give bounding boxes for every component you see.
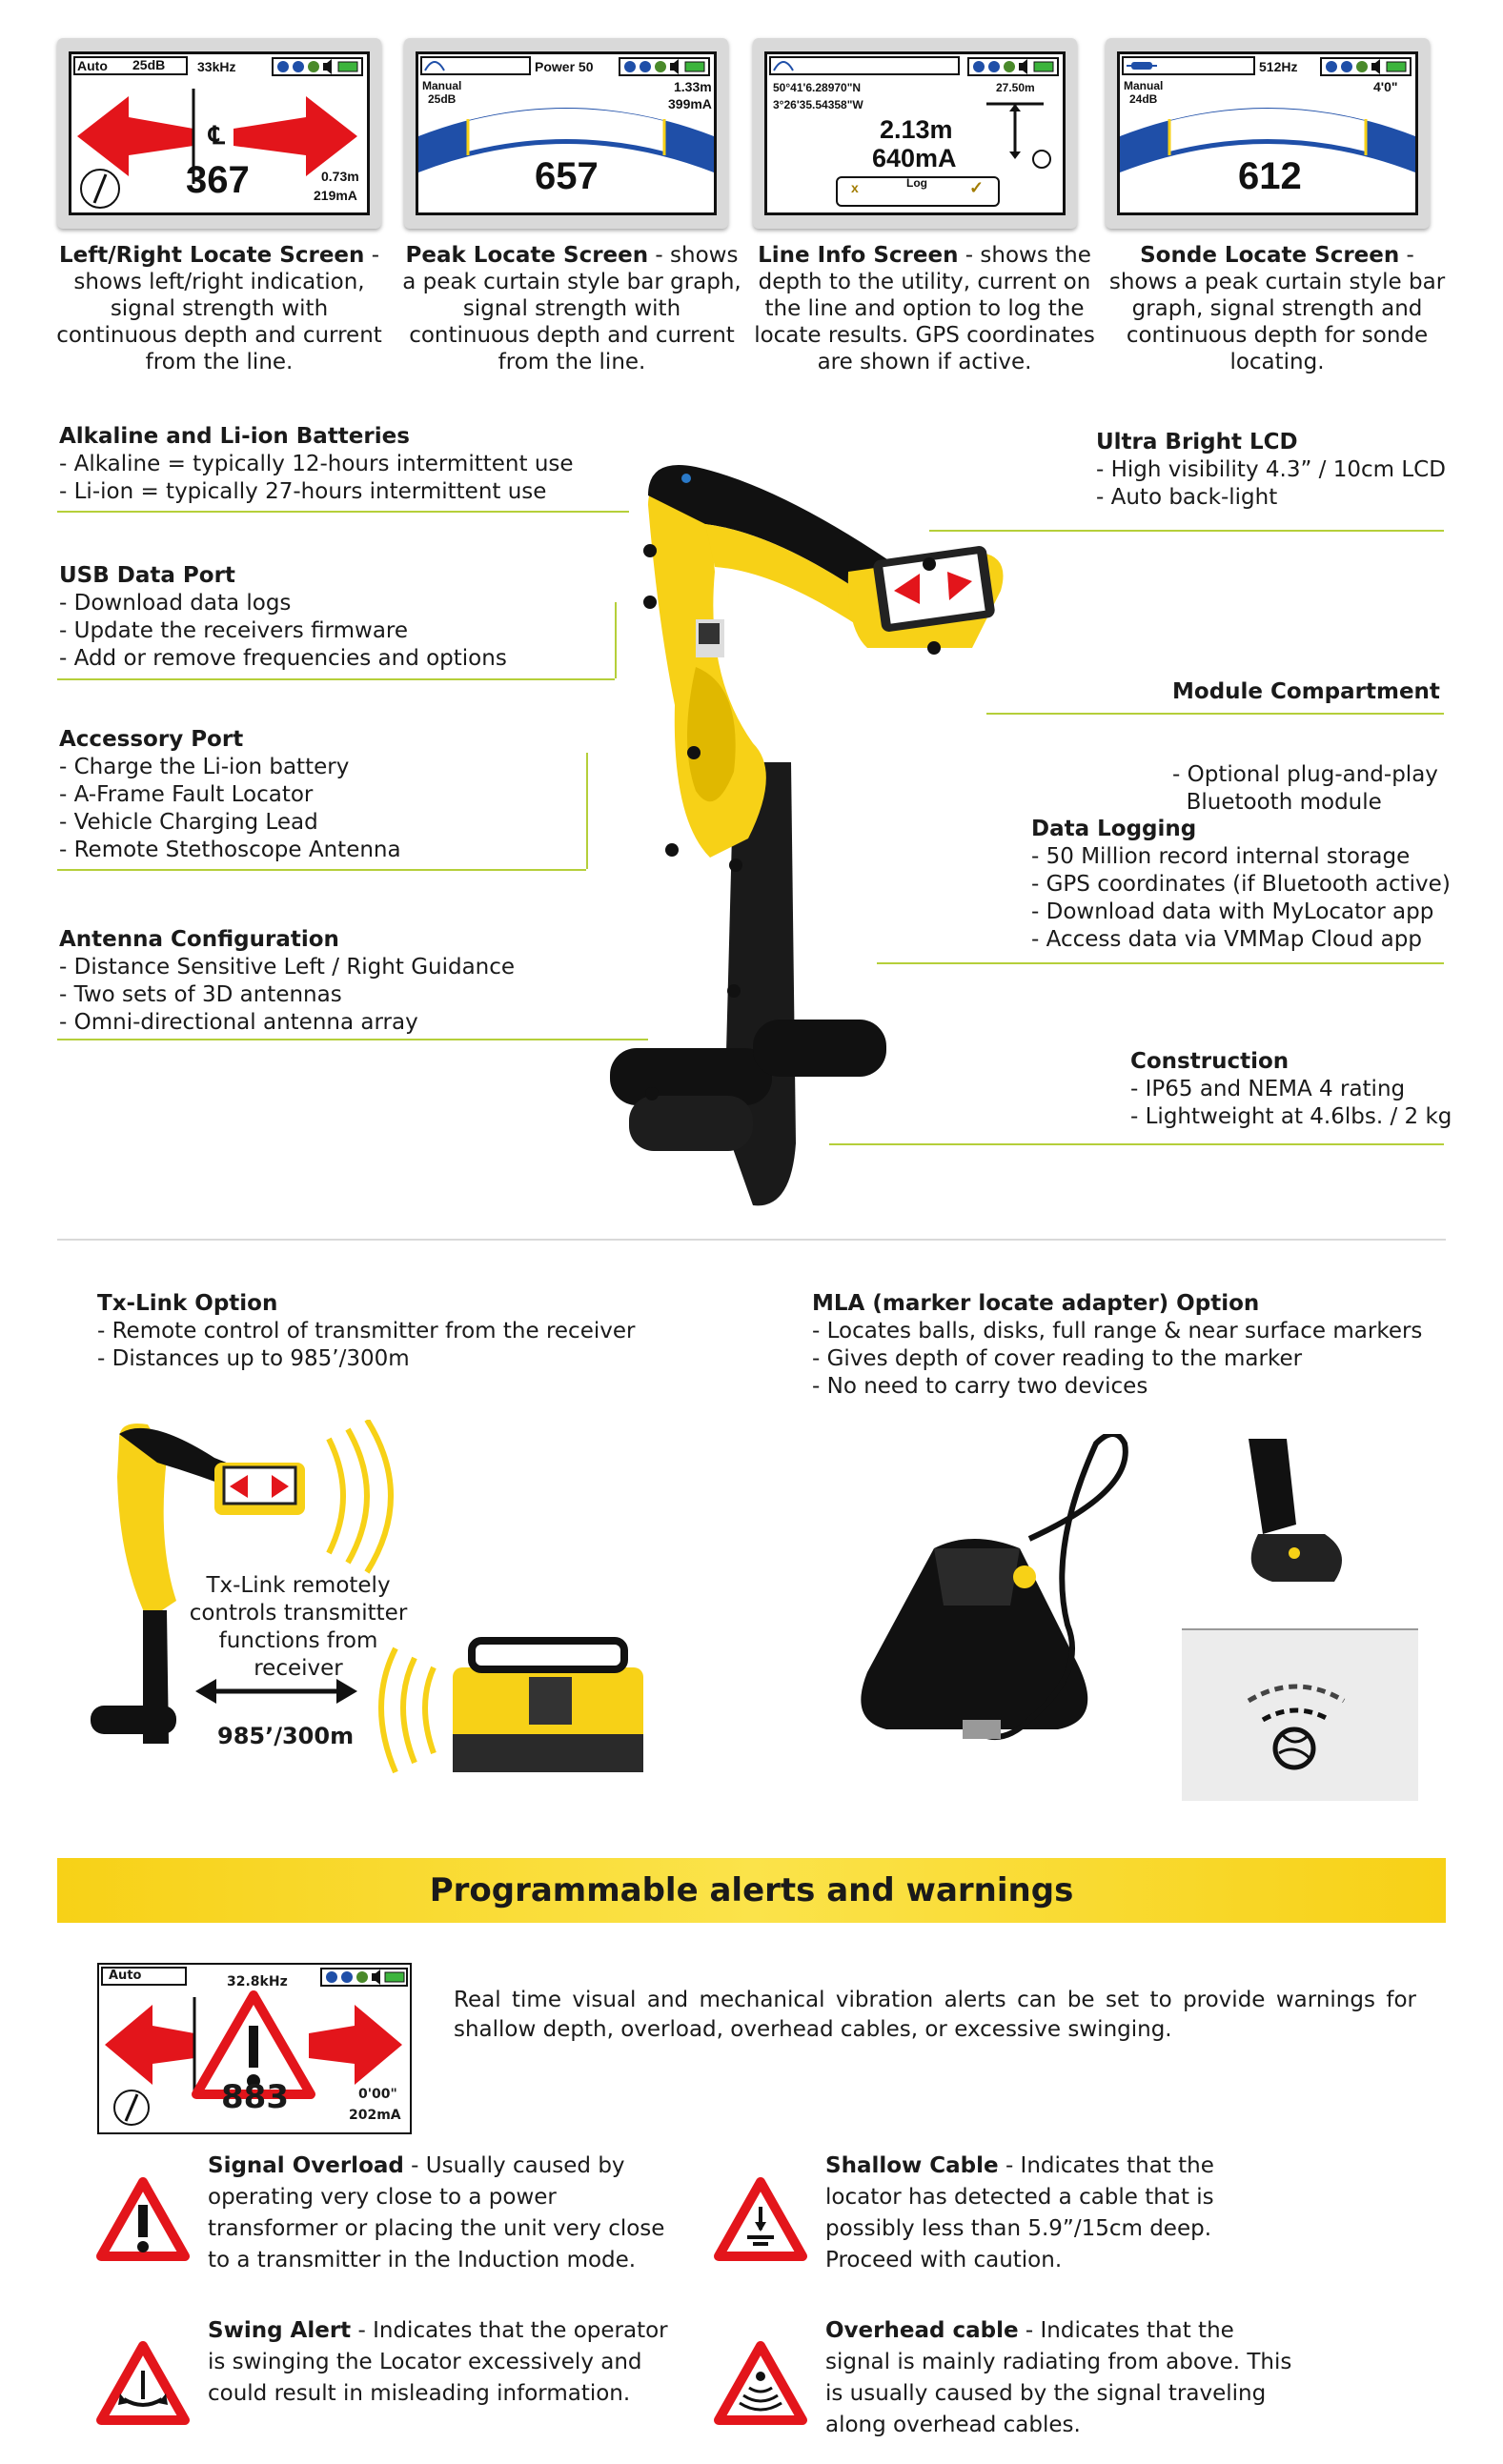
gps-latitude: 50°41'6.28970"N — [773, 81, 862, 94]
status-icons — [619, 57, 710, 76]
current-value: 219mA — [314, 188, 357, 203]
lcd-gain: 24dB — [1129, 92, 1158, 106]
alerts-banner-title: Programmable alerts and warnings — [429, 1871, 1074, 1909]
feature-module-compartment: Module Compartment - Optional plug-and-play Bluetooth module — [1172, 679, 1440, 815]
confirm-log-button[interactable]: ✓ — [969, 178, 985, 197]
lcd-gain: 25dB — [428, 92, 457, 106]
current-value: 640mA — [872, 144, 957, 172]
screen-line-info — [753, 38, 1077, 229]
alerts-intro: Real time visual and mechanical vibration alerts can be set to provide warnings for shallow depth, overload, overhead cables, or excessive swinging. — [454, 1988, 1416, 2042]
alert-shallow-cable: Shallow Cable - Indicates that the locator has detected a cable that is possibly less than 5.9”/15cm deep. Proceed with caution. — [825, 2153, 1214, 2272]
lcd-power: Power 50 — [535, 59, 594, 74]
locator-receiver-image — [591, 457, 1087, 1220]
depth-value: 2.13m — [880, 115, 953, 144]
caption-sonde: Sonde Locate Screen - shows a peak curtain style bar graph, signal strength and continuous depth for sonde locating. — [1108, 243, 1446, 374]
status-icons — [272, 57, 363, 76]
mla-option: MLA (marker locate adapter) Option - Locates balls, disks, full range & near surface markers - Gives depth of cover reading to the marker - No need to carry two devices — [812, 1291, 1423, 1399]
lcd-freq: 512Hz — [1259, 59, 1298, 74]
alert-signal-overload: Signal Overload - Usually caused by operating very close to a power transformer or placing the unit very close to a transmitter in the Induction mode. — [208, 2153, 665, 2272]
transmitter-image — [357, 1629, 662, 1791]
shallow-cable-icon — [713, 2176, 808, 2262]
overhead-cable-icon — [713, 2340, 808, 2426]
mla-adapter-image — [829, 1434, 1153, 1748]
log-label: Log — [906, 176, 927, 190]
current-value: 202mA — [349, 2108, 401, 2123]
depth-value: 4'0" — [1373, 79, 1398, 94]
depth-value: 1.33m — [674, 79, 712, 94]
signal-strength: 612 — [1238, 155, 1302, 197]
distance-arrow-icon — [195, 1679, 357, 1704]
feature-antenna-config: Antenna Configuration - Distance Sensitive Left / Right Guidance - Two sets of 3D antennas - Omni-directional antenna array — [59, 927, 516, 1035]
signal-overload-icon — [95, 2176, 191, 2262]
lcd-mode: Manual — [422, 79, 462, 92]
alert-overhead-cable: Overhead cable - Indicates that the signal is mainly radiating from above. This is usually caused by the signal traveling along overhead cables. — [825, 2318, 1292, 2437]
feature-lcd: Ultra Bright LCD - High visibility 4.3” / 10cm LCD - Auto back-light — [1096, 430, 1446, 510]
screen-left-right — [57, 38, 381, 229]
depth-value: 0.73m — [321, 169, 359, 184]
feature-usb-port: USB Data Port - Download data logs - Update the receivers firmware - Add or remove frequencies and options — [59, 563, 507, 671]
gps-longitude: 3°26'35.54358"W — [773, 98, 863, 111]
status-icons — [1320, 57, 1412, 76]
feature-accessory-port: Accessory Port - Charge the Li-ion battery - A-Frame Fault Locator - Vehicle Charging Lead - Remote Stethoscope Antenna — [59, 727, 401, 862]
lcd-mode: Auto — [77, 58, 108, 73]
lcd-freq: 33kHz — [197, 59, 236, 74]
current-value: 399mA — [668, 96, 712, 111]
peak-icon — [773, 59, 794, 72]
lcd-gain: 25dB — [132, 57, 166, 72]
feature-data-logging: Data Logging - 50 Million record internal storage - GPS coordinates (if Bluetooth active) - Download data with MyLocator app - Access data via VMMap Cloud app — [1031, 817, 1451, 952]
caption-peak: Peak Locate Screen - shows a peak curtain style bar graph, signal strength with continuous depth and current from the line. — [402, 243, 741, 374]
txlink-distance: 985’/300m — [217, 1723, 355, 1749]
lcd-freq: 32.8kHz — [227, 1974, 288, 1989]
centerline-symbol: ℄ — [209, 121, 225, 150]
lcd-mode: Auto — [109, 1969, 142, 1983]
depth-value: 0'00" — [358, 2087, 397, 2102]
cancel-log-button[interactable]: x — [851, 180, 859, 195]
lcd-mode: Manual — [1124, 79, 1164, 92]
caption-left-right: Left/Right Locate Screen - shows left/right indication, signal strength with continuous depth and current from the line. — [56, 243, 382, 374]
txlink-caption: Tx-Link remotely controls transmitter functions from receiver — [189, 1573, 408, 1681]
mla-marker-diagram — [1182, 1439, 1430, 1810]
depth-indicator-icon — [967, 98, 1063, 174]
log-distance: 27.50m — [996, 81, 1035, 94]
sonde-icon — [1126, 59, 1158, 72]
feature-batteries: Alkaline and Li-ion Batteries - Alkaline = typically 12-hours intermittent use - Li-ion = typically 27-hours intermittent use — [59, 424, 574, 504]
alert-screen — [97, 1963, 412, 2134]
screen-sonde — [1106, 38, 1430, 229]
alert-swing: Swing Alert - Indicates that the operator is swinging the Locator excessively and could result in misleading information. — [208, 2318, 668, 2406]
feature-construction: Construction - IP65 and NEMA 4 rating - Lightweight at 4.6lbs. / 2 kg — [1130, 1049, 1452, 1129]
status-icons — [320, 1968, 408, 1987]
signal-strength: 367 — [186, 159, 250, 201]
signal-strength: 883 — [221, 2083, 289, 2111]
signal-strength: 657 — [535, 155, 599, 197]
screen-peak — [404, 38, 728, 229]
peak-icon — [424, 59, 445, 72]
txlink-option: Tx-Link Option - Remote control of transmitter from the receiver - Distances up to 985’/300m — [97, 1291, 636, 1371]
status-icons — [967, 57, 1059, 76]
caption-line-info: Line Info Screen - shows the depth to the utility, current on the line and option to log the locate results. GPS coordinates are shown if active. — [754, 243, 1095, 374]
swing-alert-icon — [95, 2340, 191, 2426]
